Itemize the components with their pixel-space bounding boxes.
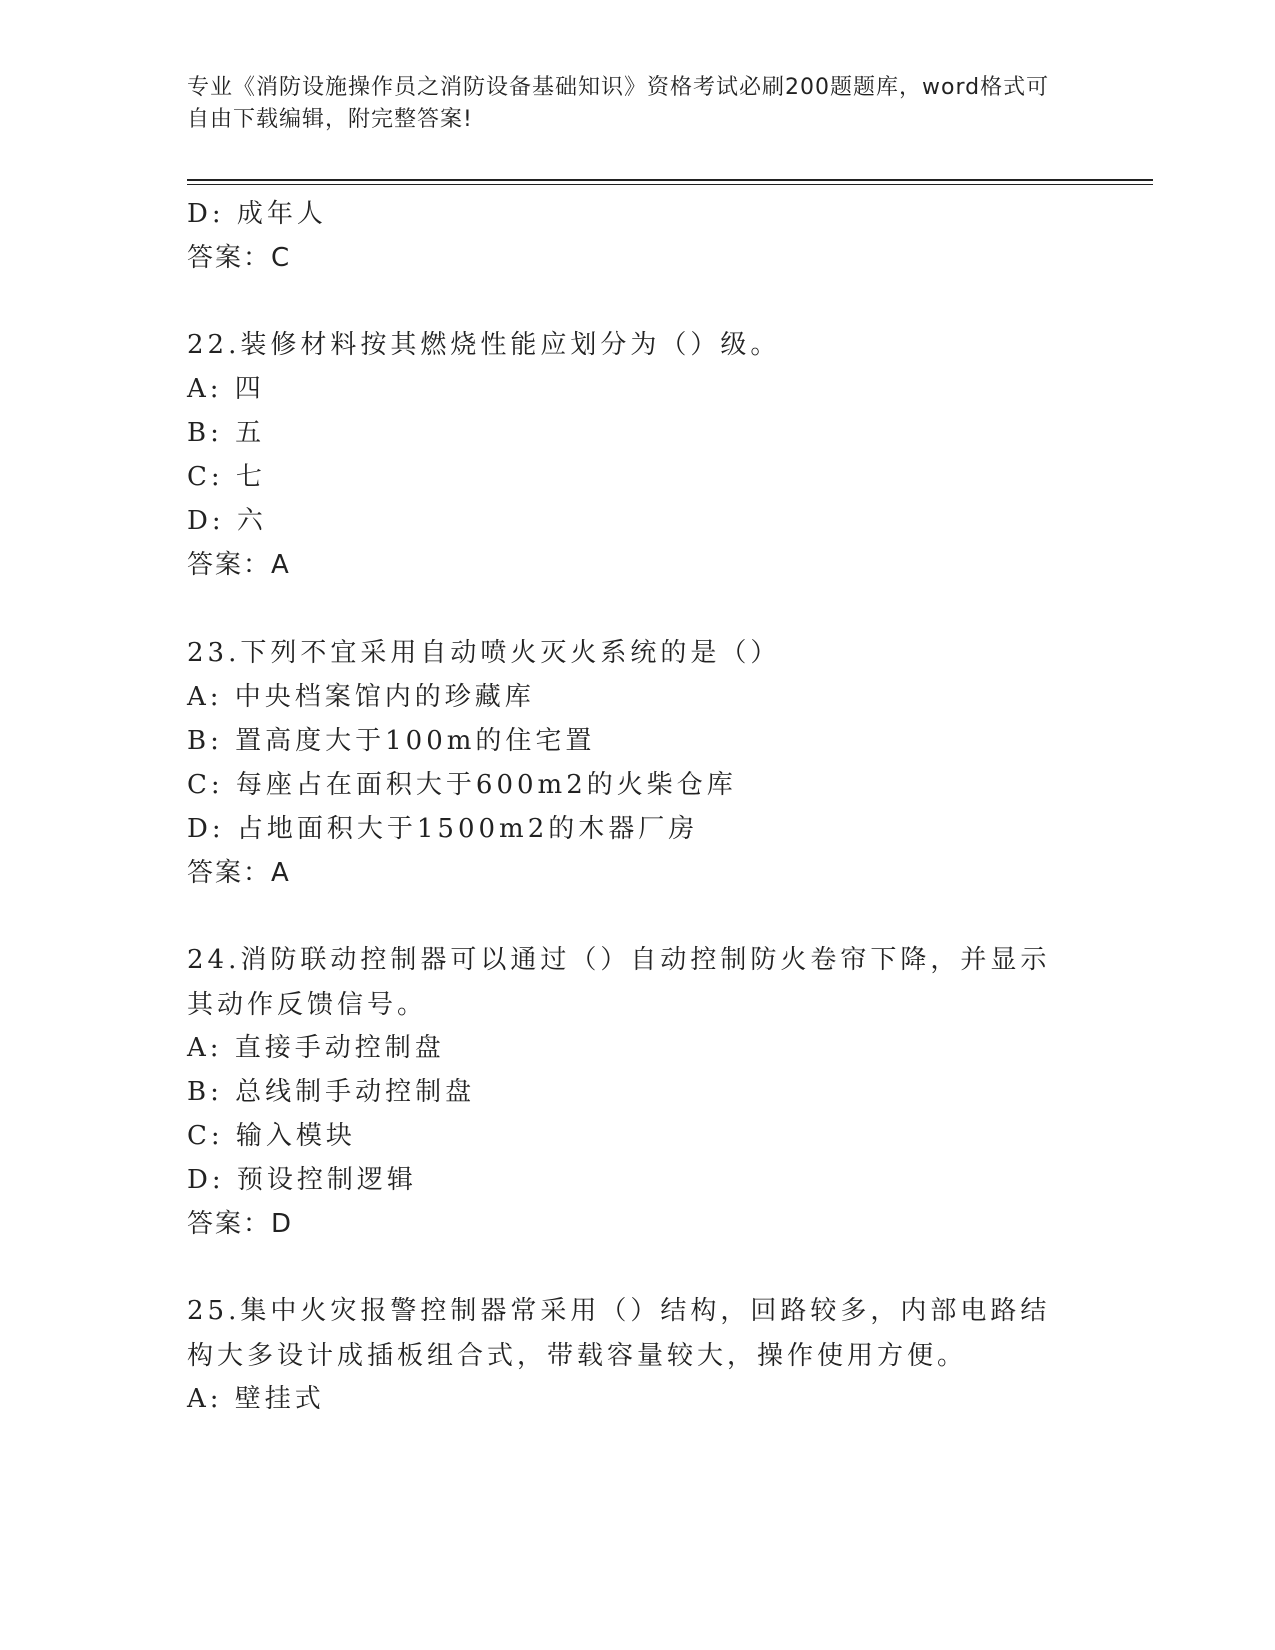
q24-answer: 答案：D [187,1209,294,1239]
q25-option-a: A: 壁挂式 [187,1384,325,1414]
header-divider-thin [187,184,1153,185]
q24-option-b: B: 总线制手动控制盘 [187,1077,476,1107]
q23-option-d: D: 占地面积大于1500m2的木器厂房 [187,814,699,844]
q22-option-c: C: 七 [187,462,266,492]
q21-answer: 答案：C [187,243,292,273]
header-divider-thick [187,179,1153,181]
q22-stem: 22.装修材料按其燃烧性能应划分为（）级。 [187,330,781,360]
q22-option-a: A: 四 [187,374,265,404]
q23-option-b: B: 置高度大于100m的住宅置 [187,726,596,756]
q22-answer: 答案：A [187,550,291,580]
q24-option-c: C: 输入模块 [187,1121,356,1151]
document-header: 专业《消防设施操作员之消防设备基础知识》资格考试必刷200题题库，word格式可自由下载编辑，附完整答案! [187,75,1050,132]
q23-stem: 23.下列不宜采用自动喷火灭火系统的是（） [187,638,781,668]
q24-option-a: A: 直接手动控制盘 [187,1033,445,1063]
q23-option-c: C: 每座占在面积大于600m2的火柴仓库 [187,770,737,800]
q24-option-d: D: 预设控制逻辑 [187,1165,417,1195]
q24-stem: 24.消防联动控制器可以通过（）自动控制防火卷帘下降，并显示其动作反馈信号。 [187,945,1051,1020]
q22-option-b: B: 五 [187,418,266,448]
q25-stem: 25.集中火灾报警控制器常采用（）结构，回路较多，内部电路结构大多设计成插板组合式，带载容量较大，操作使用方便。 [187,1296,1051,1371]
q23-option-a: A: 中央档案馆内的珍藏库 [187,682,535,712]
q22-option-d: D: 六 [187,506,267,536]
q23-answer: 答案：A [187,858,291,888]
q21-option-d: D: 成年人 [187,199,327,229]
